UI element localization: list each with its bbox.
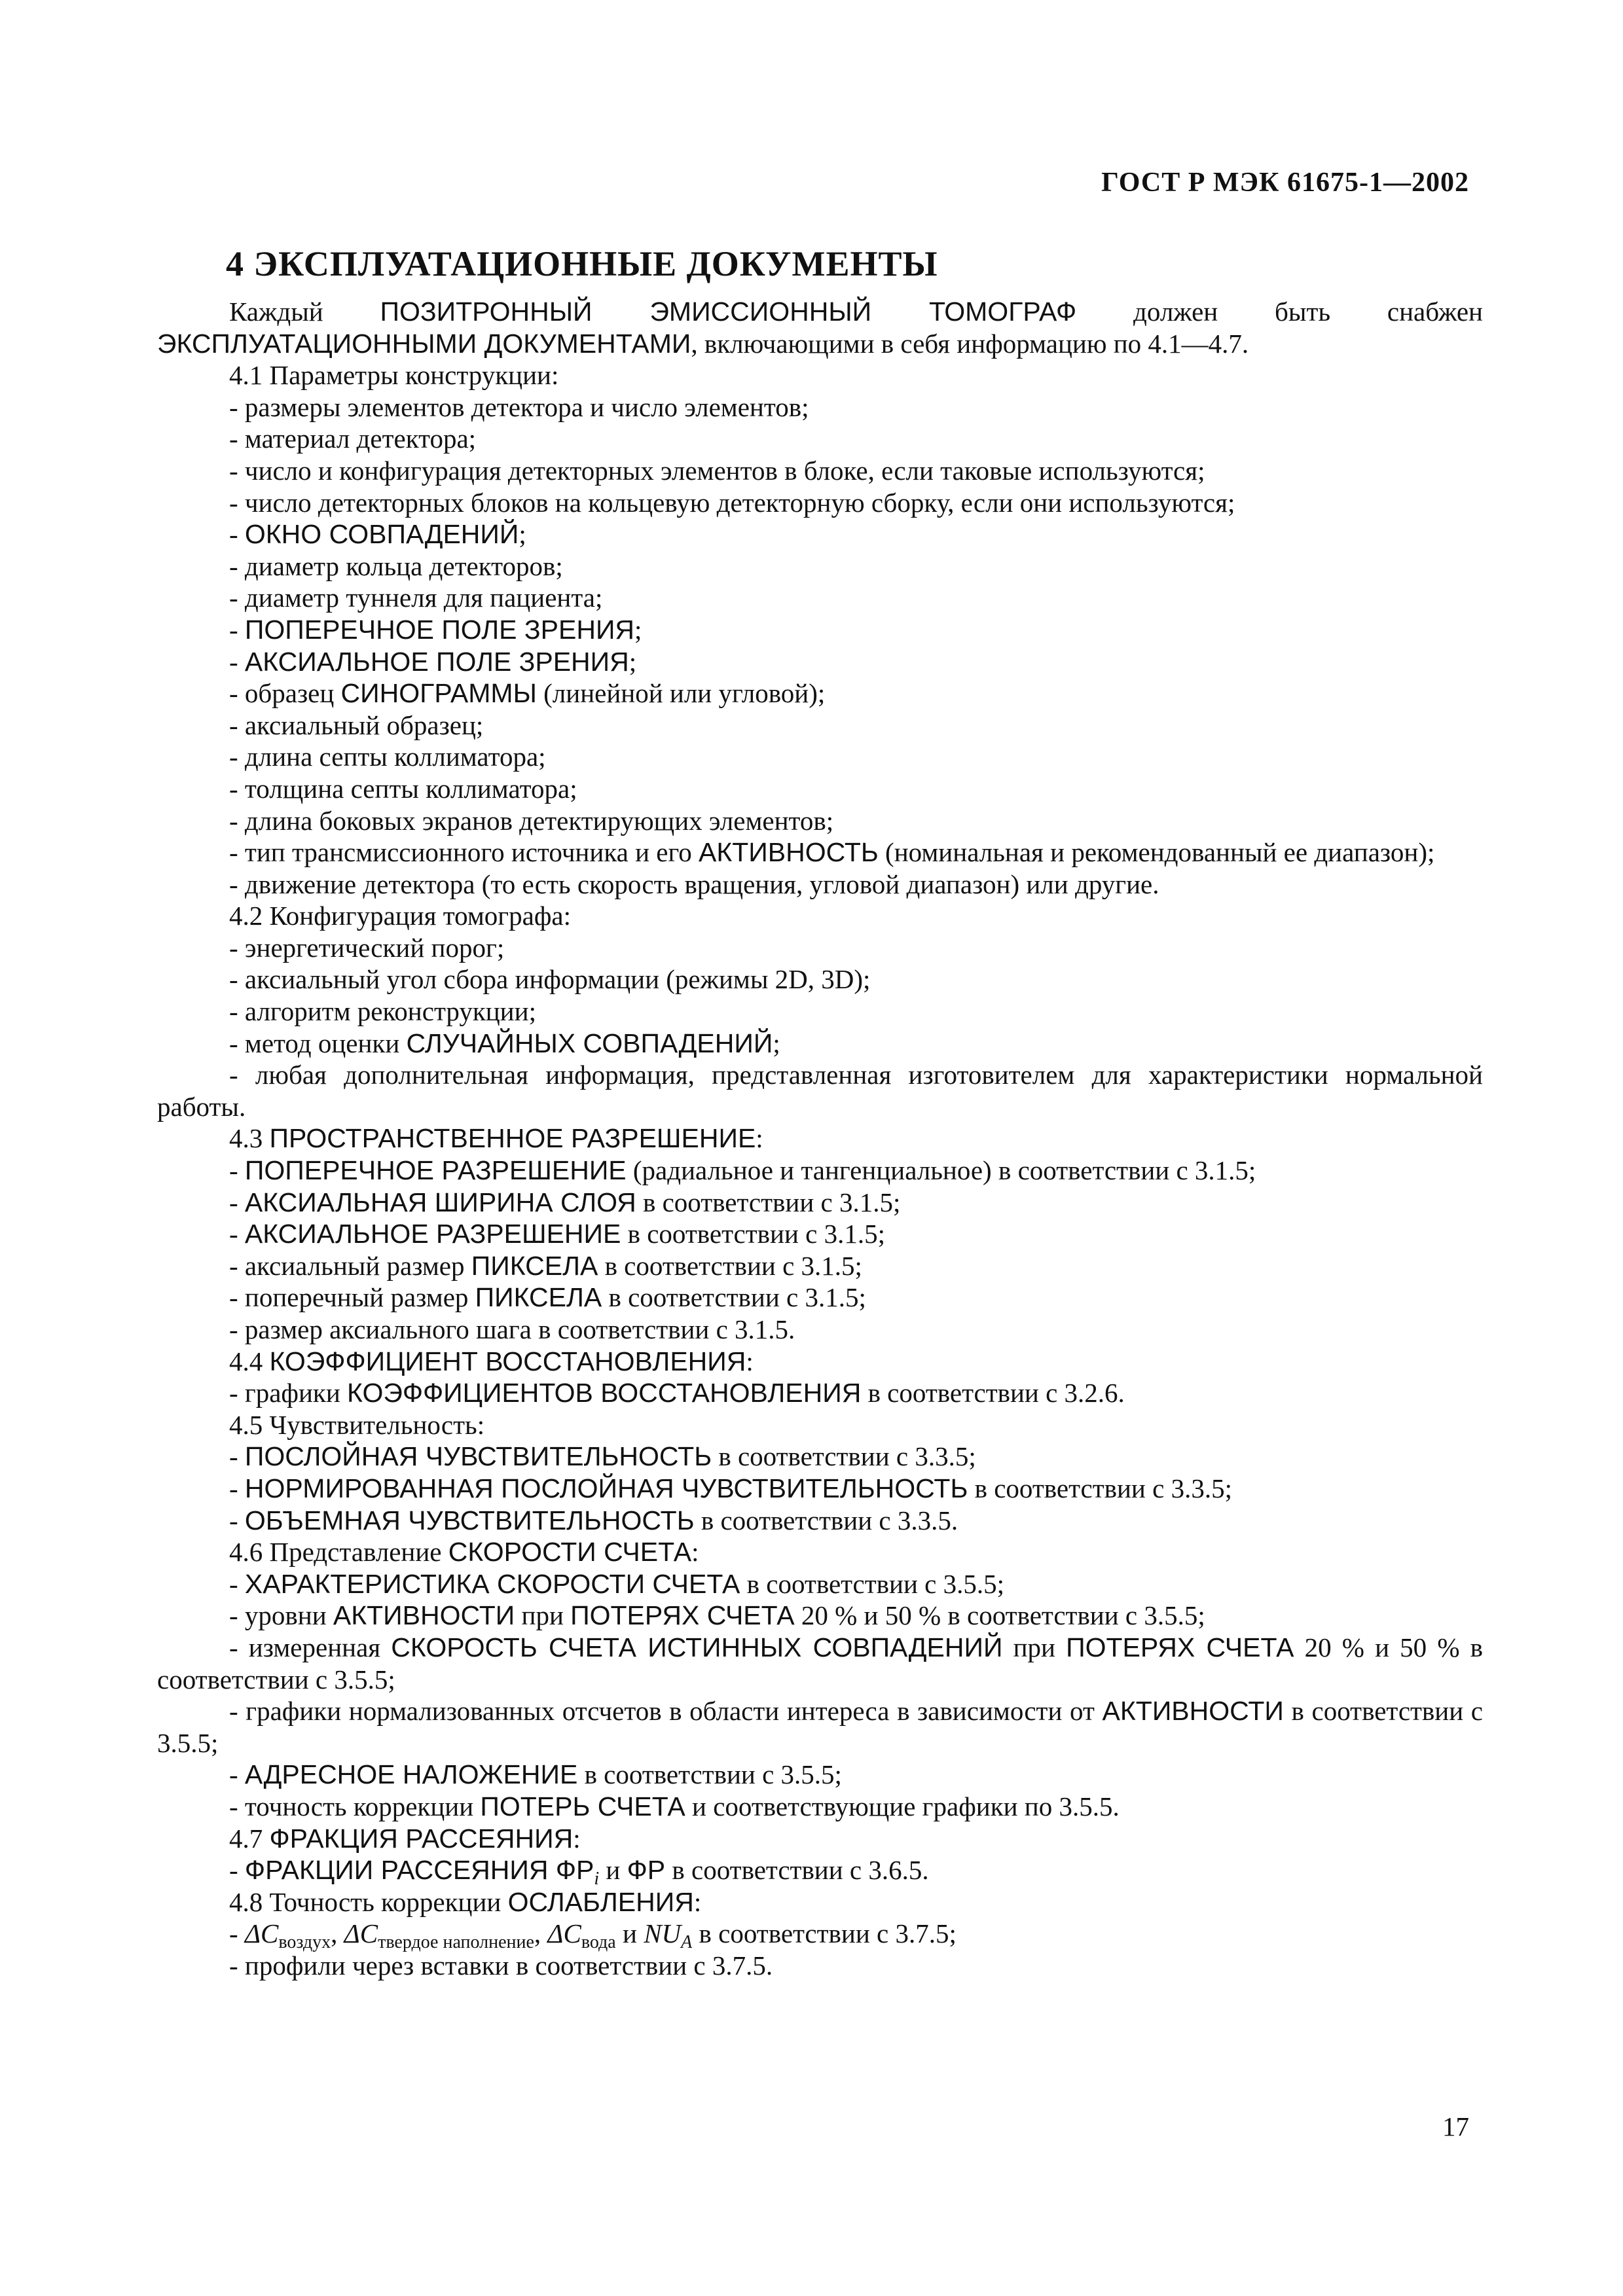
term: АКСИАЛЬНАЯ ШИРИНА СЛОЯ — [244, 1187, 636, 1217]
list-item: - длина боковых экранов детектирующих элементов; — [229, 805, 834, 836]
term: ФРАКЦИЯ РАССЕЯНИЯ — [269, 1823, 574, 1854]
term: ОБЪЕМНАЯ ЧУВСТВИТЕЛЬНОСТЬ — [244, 1505, 695, 1535]
list-item: - материал детектора; — [229, 423, 477, 454]
term: СЛУЧАЙНЫХ СОВПАДЕНИЙ — [406, 1028, 773, 1058]
list-item: - тип трансмиссионного источника и его АКТИВНОСТЬ (номинальная и рекомендованный ее диапазон); — [229, 837, 1435, 868]
list-item: - длина септы коллиматора; — [229, 742, 546, 772]
term: ОСЛАБЛЕНИЯ — [507, 1886, 694, 1917]
subscript: A — [681, 1932, 693, 1953]
section-title: 4 ЭКСПЛУАТАЦИОННЫЕ ДОКУМЕНТЫ — [226, 244, 938, 283]
list-item: - ПОСЛОЙНАЯ ЧУВСТВИТЕЛЬНОСТЬ в соответствии с 3.3.5; — [229, 1441, 976, 1472]
subsection-heading: 4.6 Представление СКОРОСТИ СЧЕТА: — [229, 1537, 699, 1568]
list-item: - АКСИАЛЬНОЕ ПОЛЕ ЗРЕНИЯ; — [229, 646, 637, 677]
list-item: - размеры элементов детектора и число элементов; — [229, 391, 809, 422]
term: ЭКСПЛУАТАЦИОННЫМИ ДОКУМЕНТАМИ — [157, 328, 691, 359]
list-item: - диаметр туннеля для пациента; — [229, 583, 603, 613]
list-item: - измеренная СКОРОСТЬ СЧЕТА ИСТИННЫХ СОВПАДЕНИЙ при ПОТЕРЯХ СЧЕТА 20 % и 50 % в соответствии с 3.5.5; — [157, 1632, 1483, 1695]
term: ФРАКЦИИ РАССЕЯНИЯ ФР — [244, 1855, 594, 1886]
list-item: - ПОПЕРЕЧНОЕ РАЗРЕШЕНИЕ (радиальное и тангенциальное) в соответствии с 3.1.5; — [229, 1155, 1256, 1186]
list-item: - диаметр кольца детекторов; — [229, 550, 563, 581]
term: ПОЗИТРОННЫЙ ЭМИССИОННЫЙ ТОМОГРАФ — [380, 296, 1077, 327]
subsection-heading: 4.3 ПРОСТРАНСТВЕННОЕ РАЗРЕШЕНИЕ: — [229, 1123, 763, 1154]
formula-symbol: ΔC — [244, 1918, 279, 1949]
document-body — [157, 296, 1483, 1981]
subsection-heading: 4.7 ФРАКЦИЯ РАССЕЯНИЯ: — [229, 1823, 581, 1854]
list-item: - аксиальный размер ПИКСЕЛА в соответствии с 3.1.5; — [229, 1250, 862, 1281]
list-item: - толщина септы коллиматора; — [229, 773, 577, 804]
term: КОЭФФИЦИЕНТОВ ВОССТАНОВЛЕНИЯ — [347, 1378, 862, 1408]
document-header: ГОСТ Р МЭК 61675-1—2002 — [1101, 168, 1469, 198]
list-item: - точность коррекции ПОТЕРЬ СЧЕТА и соответствующие графики по 3.5.5. — [229, 1791, 1120, 1821]
subscript: воздух — [278, 1932, 331, 1953]
term: АКСИАЛЬНОЕ РАЗРЕШЕНИЕ — [244, 1219, 621, 1249]
list-item: - метод оценки СЛУЧАЙНЫХ СОВПАДЕНИЙ; — [229, 1028, 780, 1058]
list-item: - АДРЕСНОЕ НАЛОЖЕНИЕ в соответствии с 3.5.5; — [229, 1759, 842, 1790]
list-item: - число и конфигурация детекторных элементов в блоке, если таковые используются; — [229, 455, 1205, 486]
list-item: - АКСИАЛЬНАЯ ШИРИНА СЛОЯ в соответствии с 3.1.5; — [229, 1187, 901, 1217]
formula-symbol: ΔC — [547, 1918, 581, 1949]
term: СКОРОСТИ СЧЕТА — [448, 1537, 692, 1568]
term: ПОПЕРЕЧНОЕ ПОЛЕ ЗРЕНИЯ — [244, 614, 635, 645]
term: ОКНО СОВПАДЕНИЙ — [244, 519, 519, 550]
term: АКТИВНОСТЬ — [699, 837, 879, 868]
subsection-heading: 4.5 Чувствительность: — [229, 1409, 485, 1440]
term: АКТИВНОСТИ — [1102, 1696, 1284, 1727]
subsection-heading: 4.1 Параметры конструкции: — [229, 360, 559, 391]
intro-paragraph: Каждый ПОЗИТРОННЫЙ ЭМИССИОННЫЙ ТОМОГРАФ должен быть снабжен ЭКСПЛУАТАЦИОННЫМИ ДОКУМЕНТАМИ, включающими в себя информацию по 4.1—4.7. — [157, 296, 1483, 359]
list-item: - движение детектора (то есть скорость вращения, угловой диапазон) или другие. — [229, 869, 1159, 899]
subscript: вода — [581, 1932, 616, 1953]
subsection-heading: 4.2 Конфигурация томографа: — [229, 901, 571, 931]
term: ПИКСЕЛА — [475, 1282, 602, 1313]
list-item: - образец СИНОГРАММЫ (линейной или угловой); — [229, 678, 826, 709]
term: КОЭФФИЦИЕНТ ВОССТАНОВЛЕНИЯ — [269, 1346, 746, 1376]
term: ПОПЕРЕЧНОЕ РАЗРЕШЕНИЕ — [244, 1155, 627, 1186]
list-item: - ОБЪЕМНАЯ ЧУВСТВИТЕЛЬНОСТЬ в соответствии с 3.3.5. — [229, 1505, 958, 1535]
term: ПОТЕРЬ СЧЕТА — [480, 1791, 685, 1821]
term: НОРМИРОВАННАЯ ПОСЛОЙНАЯ ЧУВСТВИТЕЛЬНОСТЬ — [244, 1473, 968, 1503]
term: ПОСЛОЙНАЯ ЧУВСТВИТЕЛЬНОСТЬ — [244, 1441, 712, 1472]
list-item: - поперечный размер ПИКСЕЛА в соответствии с 3.1.5; — [229, 1282, 866, 1313]
term: ПОТЕРЯХ СЧЕТА — [570, 1600, 795, 1631]
list-item: - алгоритм реконструкции; — [229, 996, 536, 1027]
list-item: - размер аксиального шага в соответствии с 3.1.5. — [229, 1314, 795, 1344]
list-item: - профили через вставки в соответствии с 3.7.5. — [229, 1950, 773, 1981]
list-item: - любая дополнительная информация, представленная изготовителем для характеристики нормальной работы. — [157, 1060, 1483, 1122]
page-number: 17 — [1442, 2111, 1469, 2142]
list-item: - $\Delta C_{воздух}$, $\Delta C_{твердое наполнение}$, $\Delta C_{вода}$ и $NU_A$ в соответствии с 3.7.5; — [229, 1918, 957, 1953]
term: ПИКСЕЛА — [471, 1250, 598, 1281]
term: АКСИАЛЬНОЕ ПОЛЕ ЗРЕНИЯ — [244, 646, 629, 677]
term: ПОТЕРЯХ СЧЕТА — [1066, 1632, 1294, 1662]
formula-symbol: ΔC — [344, 1918, 378, 1949]
term: АДРЕСНОЕ НАЛОЖЕНИЕ — [244, 1759, 578, 1790]
list-item: - ПОПЕРЕЧНОЕ ПОЛЕ ЗРЕНИЯ; — [229, 614, 642, 645]
term: ХАРАКТЕРИСТИКА СКОРОСТИ СЧЕТА — [244, 1568, 740, 1599]
list-item: - графики нормализованных отсчетов в области интереса в зависимости от АКТИВНОСТИ в соответствии с 3.5.5; — [157, 1696, 1483, 1758]
list-item: - энергетический порог; — [229, 932, 505, 963]
list-item: - уровни АКТИВНОСТИ при ПОТЕРЯХ СЧЕТА 20 % и 50 % в соответствии с 3.5.5; — [229, 1600, 1205, 1631]
subsection-heading: 4.4 КОЭФФИЦИЕНТ ВОССТАНОВЛЕНИЯ: — [229, 1346, 754, 1376]
subscript: i — [594, 1869, 600, 1890]
subsection-heading: 4.8 Точность коррекции ОСЛАБЛЕНИЯ: — [229, 1886, 702, 1917]
list-item: - АКСИАЛЬНОЕ РАЗРЕШЕНИЕ в соответствии с 3.1.5; — [229, 1219, 885, 1249]
subscript: твердое наполнение — [378, 1932, 534, 1953]
list-item: - НОРМИРОВАННАЯ ПОСЛОЙНАЯ ЧУВСТВИТЕЛЬНОСТЬ в соответствии с 3.3.5; — [229, 1473, 1232, 1503]
list-item: - аксиальный угол сбора информации (режимы 2D, 3D); — [229, 964, 871, 995]
list-item: - число детекторных блоков на кольцевую детекторную сборку, если они используются; — [229, 487, 1235, 518]
term: СКОРОСТЬ СЧЕТА ИСТИННЫХ СОВПАДЕНИЙ — [391, 1632, 1003, 1662]
term: ПРОСТРАНСТВЕННОЕ РАЗРЕШЕНИЕ — [269, 1123, 756, 1154]
list-item: - графики КОЭФФИЦИЕНТОВ ВОССТАНОВЛЕНИЯ в соответствии с 3.2.6. — [229, 1378, 1125, 1408]
list-item: - ОКНО СОВПАДЕНИЙ; — [229, 519, 526, 550]
formula-symbol: NU — [644, 1918, 682, 1949]
list-item: - ФРАКЦИИ РАССЕЯНИЯ $ФР_i$ и ФР в соответствии с 3.6.5. — [229, 1855, 929, 1890]
term: СИНОГРАММЫ — [340, 678, 537, 709]
list-item: - аксиальный образец; — [229, 709, 484, 740]
term: АКТИВНОСТИ — [333, 1600, 515, 1631]
list-item: - ХАРАКТЕРИСТИКА СКОРОСТИ СЧЕТА в соответствии с 3.5.5; — [229, 1568, 1005, 1599]
term: ФР — [627, 1855, 666, 1886]
